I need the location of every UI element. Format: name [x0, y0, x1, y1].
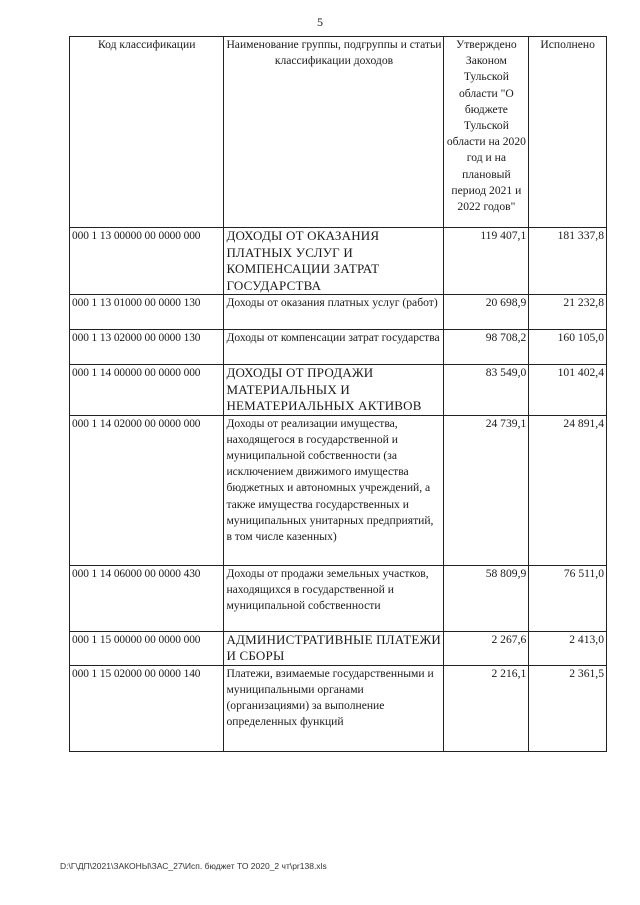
table-row: [70, 415, 607, 565]
row-approved: 2 216,1: [444, 665, 529, 751]
row-executed: 76 511,0: [529, 565, 607, 631]
row-name: ДОХОДЫ ОТ ПРОДАЖИ МАТЕРИАЛЬНЫХ И НЕМАТЕРИАЛЬНЫХ АКТИВОВ: [224, 365, 444, 416]
table-row: [70, 228, 607, 295]
row-name: Платежи, взимаемые государственными и муниципальными органами (организациями) за выполнение определенных функций: [224, 665, 444, 751]
table-row: [70, 565, 607, 631]
table-row: [70, 631, 607, 665]
table-row: [70, 665, 607, 751]
row-code: 000 1 13 02000 00 0000 130: [70, 330, 224, 365]
row-executed: 101 402,4: [529, 365, 607, 416]
row-approved: 119 407,1: [444, 228, 529, 295]
row-name: Доходы от продажи земельных участков, находящихся в государственной и муниципальной собственности: [224, 565, 444, 631]
row-executed: 181 337,8: [529, 228, 607, 295]
row-code: 000 1 13 00000 00 0000 000: [70, 228, 224, 295]
file-path-footer: D:\Г\ДП\2021\ЗАКОНЫ\ЗАС_27\Исп. бюджет ТО 2020_2 чт\pr138.xls: [60, 861, 327, 871]
row-name: Доходы от реализации имущества, находящегося в государственной и муниципальной собственности (за исключением движимого имущества бюджетных и автономных учреждений, а также имущества государственных и муниципальных унитарных предприятий, в том числе казенных): [224, 415, 444, 565]
row-approved: 58 809,9: [444, 565, 529, 631]
row-executed: 2 361,5: [529, 665, 607, 751]
header-executed: Исполнено: [529, 37, 607, 228]
header-name: Наименование группы, подгруппы и статьи классификации доходов: [224, 37, 444, 228]
row-executed: 2 413,0: [529, 631, 607, 665]
row-approved: 2 267,6: [444, 631, 529, 665]
row-name: Доходы от компенсации затрат государства: [224, 330, 444, 365]
row-approved: 98 708,2: [444, 330, 529, 365]
row-approved: 20 698,9: [444, 295, 529, 330]
table-header-row: [70, 37, 607, 228]
row-name: АДМИНИСТРАТИВНЫЕ ПЛАТЕЖИ И СБОРЫ: [224, 631, 444, 665]
revenue-table: [69, 36, 607, 752]
table-row: [70, 365, 607, 416]
row-executed: 21 232,8: [529, 295, 607, 330]
row-approved: 83 549,0: [444, 365, 529, 416]
row-executed: 160 105,0: [529, 330, 607, 365]
table-row: [70, 330, 607, 365]
row-executed: 24 891,4: [529, 415, 607, 565]
row-name: ДОХОДЫ ОТ ОКАЗАНИЯ ПЛАТНЫХ УСЛУГ И КОМПЕНСАЦИИ ЗАТРАТ ГОСУДАРСТВА: [224, 228, 444, 295]
row-code: 000 1 14 06000 00 0000 430: [70, 565, 224, 631]
row-code: 000 1 14 02000 00 0000 000: [70, 415, 224, 565]
table-row: [70, 295, 607, 330]
row-approved: 24 739,1: [444, 415, 529, 565]
row-code: 000 1 15 02000 00 0000 140: [70, 665, 224, 751]
row-code: 000 1 14 00000 00 0000 000: [70, 365, 224, 416]
row-code: 000 1 13 01000 00 0000 130: [70, 295, 224, 330]
row-code: 000 1 15 00000 00 0000 000: [70, 631, 224, 665]
row-name: Доходы от оказания платных услуг (работ): [224, 295, 444, 330]
page-number: 5: [317, 15, 323, 29]
header-code: Код классификации: [70, 37, 224, 228]
header-approved: Утверждено Законом Тульской области "О бюджете Тульской области на 2020 год и на плановый период 2021 и 2022 годов": [444, 37, 529, 228]
